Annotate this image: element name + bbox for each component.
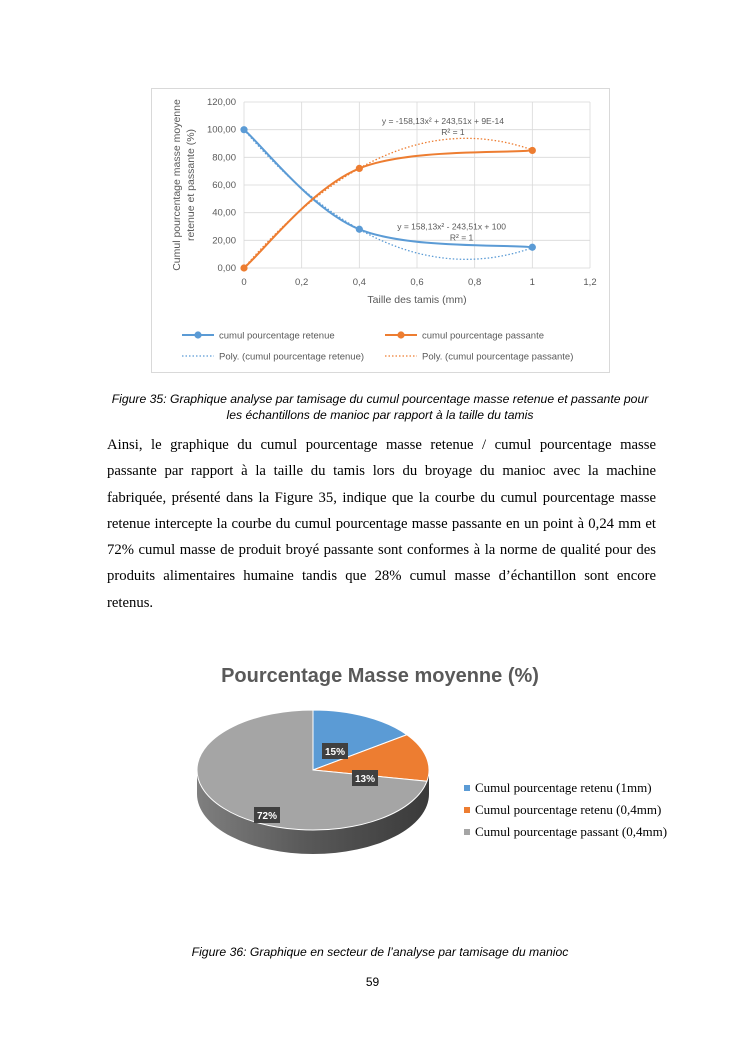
data-point-passante [529, 147, 536, 154]
pie-legend-item [464, 821, 667, 843]
x-tick-label: 0,4 [352, 277, 366, 288]
y-tick-label: 20,00 [212, 235, 236, 247]
page-number: 59 [365, 975, 380, 989]
legend-label: cumul pourcentage passante [422, 330, 544, 342]
y-axis-title-line1: Cumul pourcentage masse moyenne [171, 99, 183, 271]
legend-swatch-retenu-04mm [464, 807, 470, 813]
pie-data-label: 13% [354, 774, 376, 785]
data-point-retenue [356, 226, 363, 233]
line-chart-svg [152, 89, 611, 374]
pie-data-label: 15% [324, 747, 346, 758]
pie-chart-title: Pourcentage Masse moyenne (%) [221, 665, 539, 687]
legend-swatch-retenu-1mm [464, 785, 470, 791]
pie-chart [160, 655, 700, 925]
legend-label: Cumul pourcentage retenu (0,4mm) [475, 802, 662, 817]
trendline-passante [244, 138, 532, 268]
legend-swatch-passant-04mm [464, 829, 470, 835]
pie-legend-item [464, 799, 667, 821]
x-tick-label: 0,6 [410, 277, 424, 288]
figure-35-caption-line2: les échantillons de manioc par rapport à la taille du tamis [226, 408, 534, 422]
series-line-passante [244, 150, 532, 268]
x-tick-label: 1 [529, 277, 535, 288]
body-paragraph: Ainsi, le graphique du cumul pourcentage masse retenue / cumul pourcentage masse passante par rapport à la taille du tamis lors du broyage du manioc avec la machine fabriquée, présenté dans la Figure 35, indique que la courbe du cumul pourcentage masse retenue intercepte la courbe du cumul pourcentage masse passante en un point à 0,24 mm et 72% cumul masse de produit broyé passante sont conformes à la norme de qualité pour des produits alimentaires humaine tandis que 28% cumul masse d’échantillon sont encore retenus. [107, 437, 656, 611]
legend-marker [397, 331, 404, 338]
trendline-r2: R² = 1 [441, 127, 465, 138]
y-tick-label: 0,00 [217, 263, 236, 274]
data-point-retenue [240, 126, 247, 133]
legend-label: Poly. (cumul pourcentage passante) [422, 351, 574, 363]
trendline-equation: y = 158,13x² - 243,51x + 100 [397, 221, 506, 232]
trendline-retenue [244, 130, 532, 260]
figure-35-caption [100, 391, 660, 423]
legend-label: cumul pourcentage retenue [219, 330, 335, 342]
x-tick-label: 1,2 [583, 277, 597, 288]
legend-marker [194, 331, 201, 338]
y-tick-label: 40,00 [212, 207, 236, 219]
pie-data-label: 72% [256, 811, 278, 822]
trendline-equation: y = -158,13x² + 243,51x + 9E-14 [381, 116, 505, 127]
data-point-passante [240, 264, 247, 271]
legend-label: Poly. (cumul pourcentage retenue) [219, 351, 365, 363]
y-tick-label: 120,00 [206, 97, 236, 108]
x-tick-label: 0,2 [295, 277, 309, 288]
y-axis-title-line2: retenue et passante (%) [185, 128, 197, 242]
y-tick-label: 100,00 [206, 124, 236, 136]
trendline-r2: R² = 1 [449, 232, 474, 243]
x-tick-label: 0 [241, 277, 247, 288]
figure-36-caption: Figure 36: Graphique en secteur de l’analyse par tamisage du manioc [191, 945, 569, 959]
x-tick-label: 0,8 [468, 277, 482, 288]
x-axis-title: Taille des tamis (mm) [367, 294, 467, 306]
figure-35-caption-line1: Figure 35: Graphique analyse par tamisage du cumul pourcentage masse retenue et passante pour [111, 392, 649, 406]
line-chart [151, 88, 610, 373]
pie-legend-item [464, 777, 667, 799]
y-tick-label: 80,00 [212, 152, 236, 164]
y-tick-label: 60,00 [212, 180, 236, 191]
legend-label: Cumul pourcentage passant (0,4mm) [475, 824, 668, 839]
data-point-passante [356, 165, 363, 172]
data-point-retenue [529, 244, 536, 251]
pie-legend [464, 777, 667, 843]
legend-label: Cumul pourcentage retenu (1mm) [475, 780, 652, 795]
